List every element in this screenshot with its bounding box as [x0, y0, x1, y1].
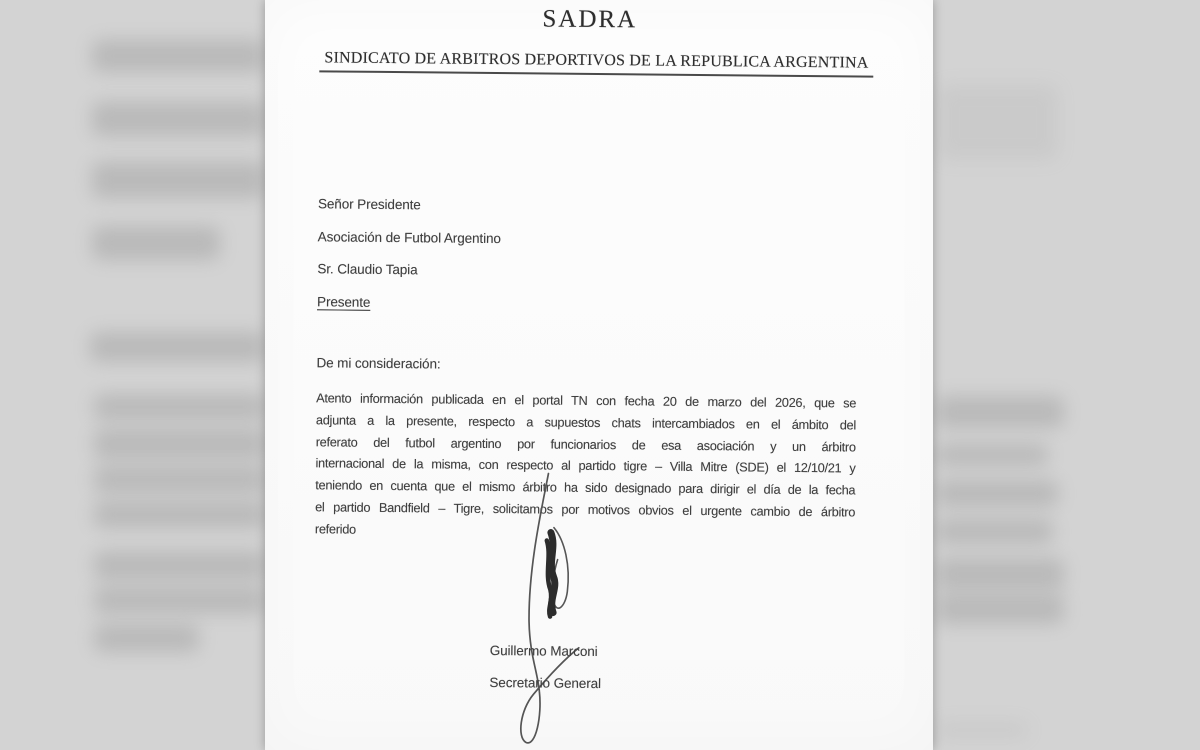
blurred-text-line — [938, 85, 1058, 160]
signer-role: Secretario General — [489, 674, 602, 692]
blurred-text-line — [936, 722, 1028, 738]
blurred-text-line — [90, 332, 265, 362]
body-line: el partido Bandfield – Tigre, solicitamos por motivos obvios el urgente cambio de árbitro — [315, 499, 856, 520]
body-line: referato del futbol argentino por funcionarios de esa asociación y un árbitro — [315, 433, 856, 455]
recipient-block — [317, 197, 501, 329]
presente-line: Presente — [317, 293, 371, 310]
blurred-text-line — [94, 394, 265, 420]
letter-content — [258, 0, 933, 750]
blurred-text-line — [92, 40, 265, 72]
recipient-line: Sr. Claudio Tapia — [317, 261, 418, 278]
blurred-text-line — [94, 429, 265, 459]
blurred-text-line — [94, 587, 265, 614]
body-line: teniendo en cuenta que el mismo árbitro ha sido designado para dirigir el día de la fecha — [315, 477, 856, 498]
recipient-line: Señor Presidente — [317, 196, 421, 213]
blurred-text-line — [936, 396, 1064, 428]
org-acronym: SADRA — [542, 5, 638, 34]
blurred-text-line — [936, 480, 1058, 507]
blurred-text-line — [936, 519, 1053, 544]
blurred-text-line — [92, 162, 265, 198]
body-line: adjunta a la presente, respecto a supuestos chats intercambiados en el ámbito del — [315, 412, 857, 433]
blurred-text-line — [94, 466, 265, 493]
blurred-text-line — [94, 551, 265, 580]
recipient-line: Asociación de Futbol Argentino — [317, 228, 501, 246]
blurred-text-line — [92, 102, 265, 136]
blurred-text-line — [94, 624, 199, 652]
salutation: De mi consideración: — [316, 355, 441, 372]
letterhead — [319, 3, 869, 77]
body-line: internacional de la misma, con respecto al partido tigre – Villa Mitre (SDE) el 12/10/21 y — [315, 455, 856, 476]
body-line: Atento información publicada en el portal TN con fecha 20 de marzo del 2026, que se — [316, 390, 857, 411]
blurred-text-line — [936, 594, 1064, 624]
background-blur-right — [933, 0, 1200, 750]
blurred-text-line — [92, 226, 220, 260]
blurred-text-line — [936, 444, 1048, 466]
background-blur-left — [0, 0, 265, 750]
letter-page — [265, 0, 933, 750]
blurred-text-line — [936, 558, 1064, 590]
signature-scribble — [488, 457, 631, 750]
org-full-name-underlined: SINDICATO DE ARBITROS DEPORTIVOS DE LA REPUBLICA ARGENTINA — [319, 49, 873, 77]
blurred-text-line — [94, 501, 265, 528]
body-line: referido — [314, 521, 356, 537]
signer-name: Guillermo Marconi — [489, 642, 598, 660]
